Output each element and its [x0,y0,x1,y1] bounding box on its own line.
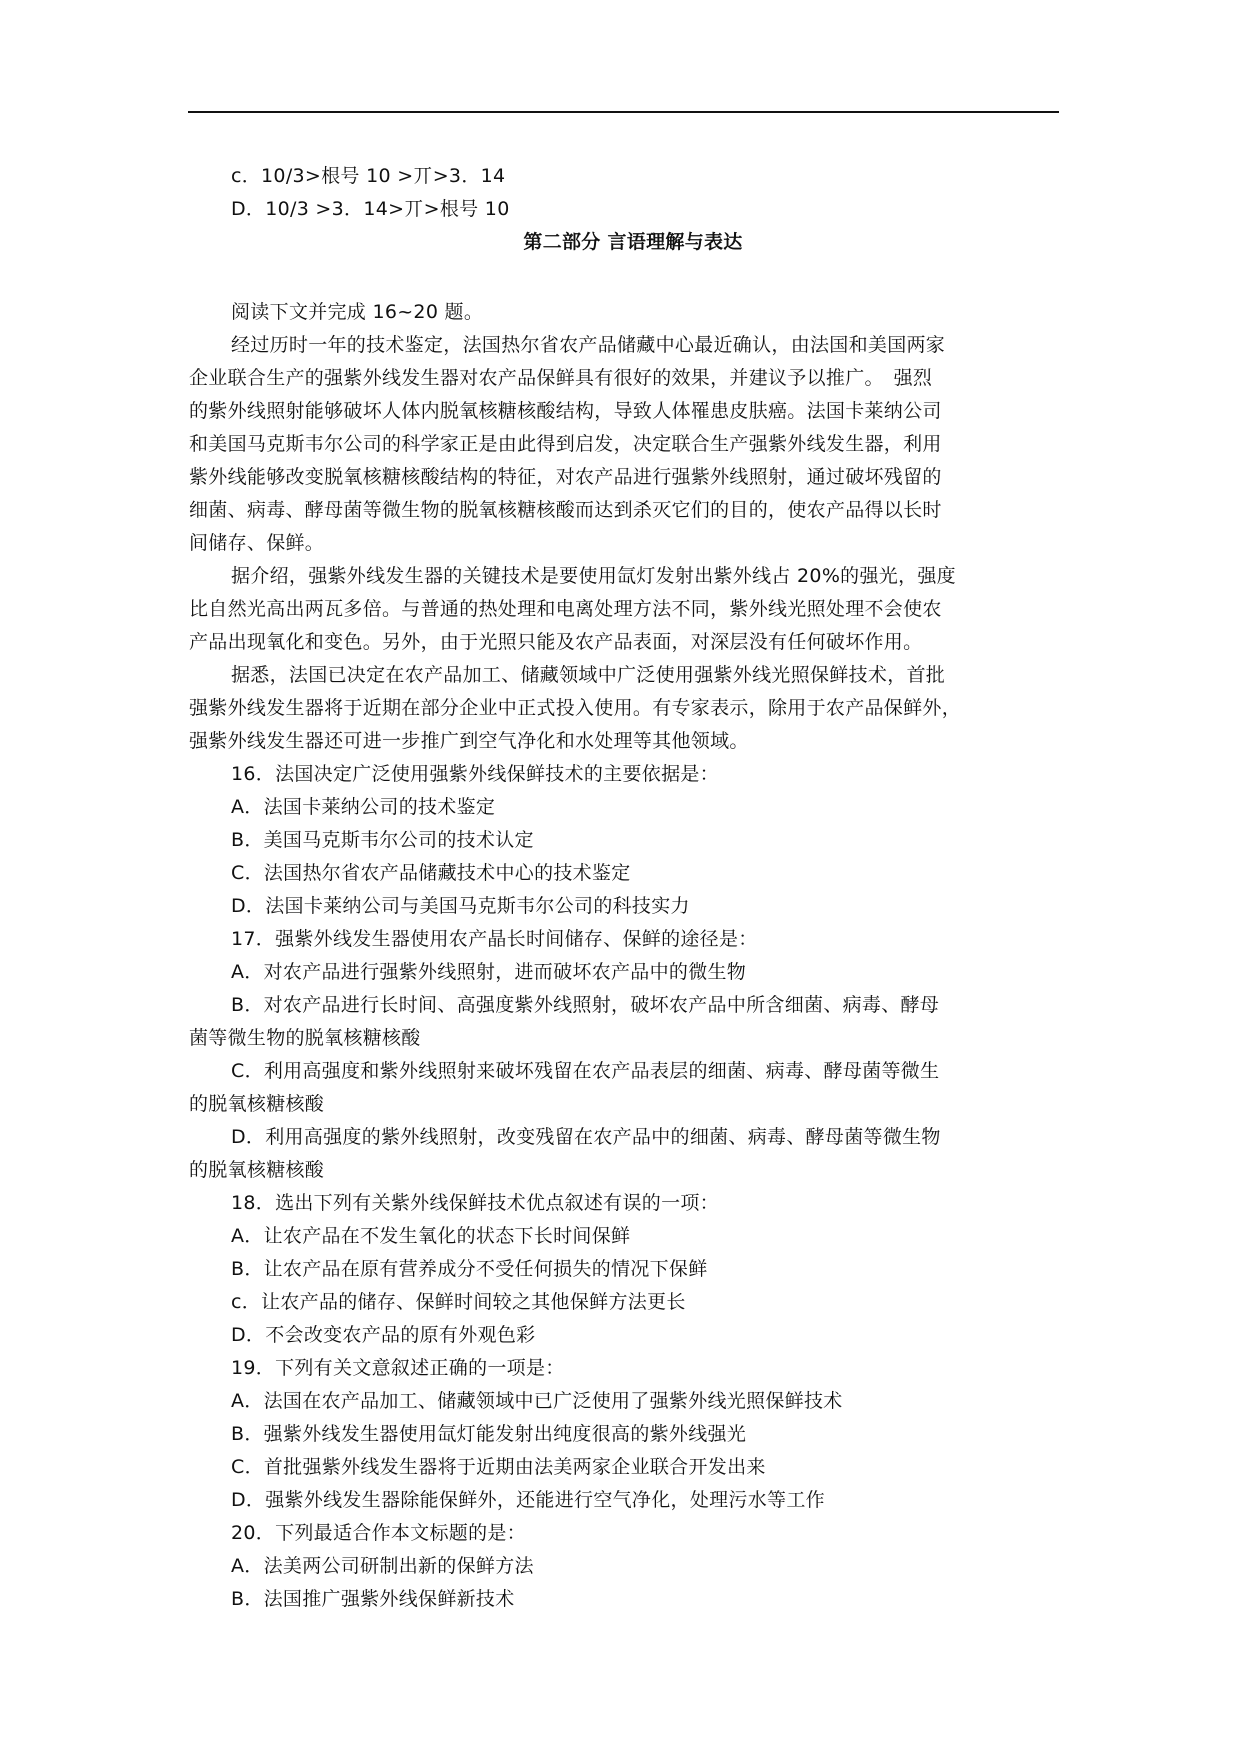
answer-option-line: A．法国卡莱纳公司的技术鉴定 [231,796,496,818]
passage-paragraph-line: 强紫外线发生器将于近期在部分企业中正式投入使用。有专家表示，除用于农产品保鲜外， [189,697,962,719]
passage-paragraph-line: 产品出现氧化和变色。另外，由于光照只能及农产品表面，对深层没有任何破坏作用。 [189,631,923,653]
answer-option-line: 的脱氧核糖核酸 [189,1093,325,1115]
answer-option [189,1286,1059,1319]
passage-paragraph [189,329,1059,560]
answer-option-line: C．利用高强度和紫外线照射来破坏残留在农产品表层的细菌、病毒、酵母菌等微生 [231,1060,940,1082]
section-title: 第二部分 言语理解与表达 [523,231,743,253]
question-stem [189,1517,1059,1550]
answer-option [189,1220,1059,1253]
answer-option-line: D．法国卡莱纳公司与美国马克斯韦尔公司的科技实力 [231,895,690,917]
question-stem-line: 18．选出下列有关紫外线保鲜技术优点叙述有误的一项： [231,1192,719,1214]
instruction: 阅读下文并完成 16~20 题。 [231,301,484,323]
question-stem [189,923,1059,956]
prev-option-c: c．10/3>根号 10 >丌>3．14 [231,165,506,187]
answer-option-line: 菌等微生物的脱氧核糖核酸 [189,1027,421,1049]
answer-option-line: B．法国推广强紫外线保鲜新技术 [231,1588,515,1610]
passage-paragraph-line: 紫外线能够改变脱氧核糖核酸结构的特征，对农产品进行强紫外线照射，通过破坏残留的 [189,466,942,488]
question-stem [189,1352,1059,1385]
answer-option [189,824,1059,857]
answer-option-line: D．强紫外线发生器除能保鲜外，还能进行空气净化，处理污水等工作 [231,1489,825,1511]
header-rule [188,111,1059,113]
answer-option [189,956,1059,989]
question [189,1187,1059,1352]
passage-paragraph-line: 比自然光高出两瓦多倍。与普通的热处理和电离处理方法不同，紫外线光照处理不会使农 [189,598,942,620]
answer-option-line: D．利用高强度的紫外线照射，改变残留在农产品中的细菌、病毒、酵母菌等微生物 [231,1126,941,1148]
answer-option [189,1253,1059,1286]
answer-option [189,857,1059,890]
questions [189,758,1059,1616]
passage-paragraph-line: 强紫外线发生器还可进一步推广到空气净化和水处理等其他领域。 [189,730,749,752]
spacer [189,259,1059,296]
answer-option-line: A．让农产品在不发生氧化的状态下长时间保鲜 [231,1225,631,1247]
answer-option-line: B．让农产品在原有营养成分不受任何损失的情况下保鲜 [231,1258,708,1280]
answer-option-line: C．首批强紫外线发生器将于近期由法美两家企业联合开发出来 [231,1456,766,1478]
passage-paragraph-line: 和美国马克斯韦尔公司的科学家正是由此得到启发，决定联合生产强紫外线发生器，利用 [189,433,942,455]
question-stem-line: 20．下列最适合作本文标题的是： [231,1522,526,1544]
answer-option [189,989,1059,1055]
answer-option [189,1484,1059,1517]
answer-option [189,1550,1059,1583]
answer-option-line: A．法美两公司研制出新的保鲜方法 [231,1555,534,1577]
answer-option-line: A．法国在农产品加工、储藏领域中已广泛使用了强紫外线光照保鲜技术 [231,1390,843,1412]
answer-option-line: A．对农产品进行强紫外线照射，进而破坏农产品中的微生物 [231,961,747,983]
answer-option-line: C．法国热尔省农产品储藏技术中心的技术鉴定 [231,862,631,884]
prev-option-d: D．10/3 >3．14>丌>根号 10 [231,198,510,220]
answer-option-line: D．不会改变农产品的原有外观色彩 [231,1324,536,1346]
passage-paragraph-line: 细菌、病毒、酵母菌等微生物的脱氧核糖核酸而达到杀灭它们的目的，使农产品得以长时 [189,499,942,521]
question-stem-line: 19．下列有关文意叙述正确的一项是： [231,1357,565,1379]
question-stem [189,1187,1059,1220]
question [189,1517,1059,1616]
passage-paragraph [189,560,1059,659]
answer-option [189,1121,1059,1187]
answer-option [189,1385,1059,1418]
answer-option [189,791,1059,824]
question-stem [189,758,1059,791]
passage-paragraph-line: 企业联合生产的强紫外线发生器对农产品保鲜具有很好的效果，并建议予以推广。 强烈 [189,367,933,389]
answer-option-line: 的脱氧核糖核酸 [189,1159,325,1181]
passage-paragraph [189,659,1059,758]
answer-option-line: B．强紫外线发生器使用氙灯能发射出纯度很高的紫外线强光 [231,1423,747,1445]
page-body [189,160,1059,1616]
passage-paragraph-line: 经过历时一年的技术鉴定，法国热尔省农产品储藏中心最近确认，由法国和美国两家 [231,334,946,356]
passage-paragraph-line: 的紫外线照射能够破坏人体内脱氧核糖核酸结构，导致人体罹患皮肤癌。法国卡莱纳公司 [189,400,942,422]
passage-paragraph-line: 间储存、保鲜。 [189,532,325,554]
question-stem-line: 17．强紫外线发生器使用农产晶长时间储存、保鲜的途径是： [231,928,758,950]
passage-paragraph-line: 据介绍，强紫外线发生器的关键技术是要使用氙灯发射出紫外线占 20%的强光，强度 [231,565,956,587]
answer-option-line: c．让农产品的储存、保鲜时间较之其他保鲜方法更长 [231,1291,686,1313]
answer-option-line: B．对农产品进行长时间、高强度紫外线照射，破坏农产品中所含细菌、病毒、酵母 [231,994,940,1016]
question [189,923,1059,1187]
answer-option [189,1319,1059,1352]
question [189,758,1059,923]
passage-paragraph-line: 据悉，法国已决定在农产品加工、储藏领域中广泛使用强紫外线光照保鲜技术，首批 [231,664,946,686]
question [189,1352,1059,1517]
answer-option [189,1583,1059,1616]
answer-option [189,1451,1059,1484]
answer-option [189,1055,1059,1121]
answer-option [189,1418,1059,1451]
passage [189,329,1059,758]
question-stem-line: 16．法国决定广泛使用强紫外线保鲜技术的主要依据是： [231,763,719,785]
answer-option [189,890,1059,923]
answer-option-line: B．美国马克斯韦尔公司的技术认定 [231,829,534,851]
